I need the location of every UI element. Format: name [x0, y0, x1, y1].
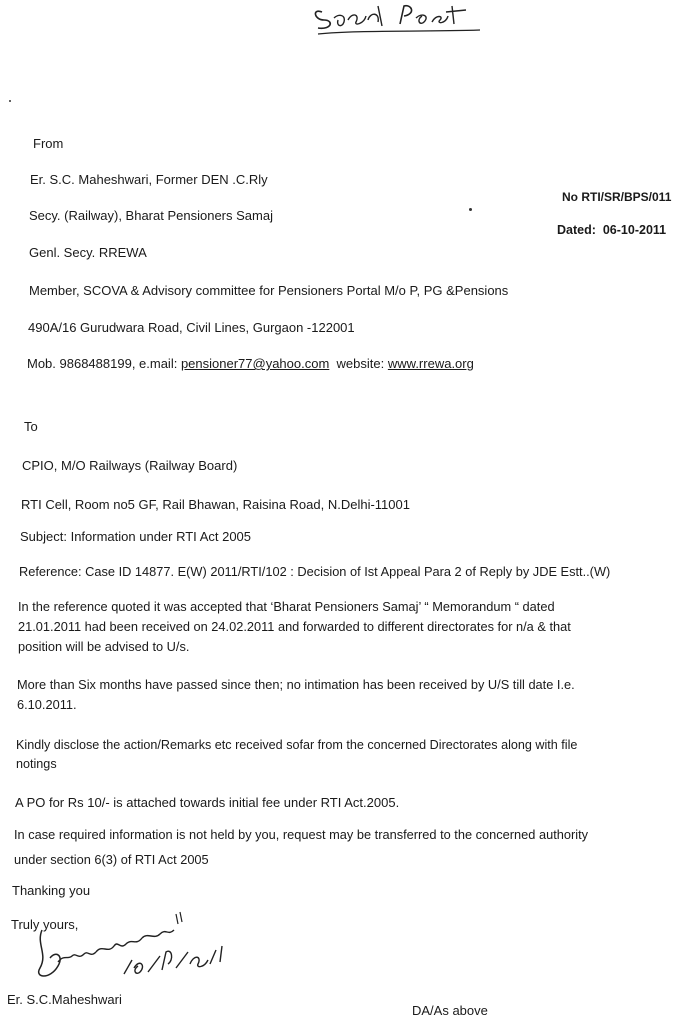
- dated-label: Dated:: [557, 223, 596, 237]
- subject-line: Subject: Information under RTI Act 2005: [20, 529, 252, 544]
- dated-line: [557, 222, 666, 238]
- from-line-5: 490A/16 Gurudwara Road, Civil Lines, Gurgaon -122001: [28, 320, 355, 335]
- truly-yours-line: Truly yours,: [11, 917, 79, 932]
- enclosure-note: DA/As above: [412, 1003, 488, 1018]
- from-line-4: Member, SCOVA & Advisory committee for Pensioners Portal M/o P, PG &Pensions: [29, 283, 509, 298]
- scan-speck: [469, 208, 472, 211]
- paragraph-2-line-1: More than Six months have passed since then; no intimation has been received by U/S till date I.e.: [17, 677, 575, 692]
- reference-number: No RTI/SR/BPS/011: [562, 190, 672, 204]
- scan-speck: [9, 100, 11, 102]
- thanking-line: Thanking you: [12, 883, 91, 898]
- paragraph-1-line-1: In the reference quoted it was accepted that ‘Bharat Pensioners Samaj’ “ Memorandum “ dated: [18, 599, 555, 614]
- handwritten-signature: [28, 910, 233, 992]
- to-line-2: RTI Cell, Room no5 GF, Rail Bhawan, Raisina Road, N.Delhi-11001: [21, 497, 410, 512]
- paragraph-2-line-2: 6.10.2011.: [17, 697, 77, 712]
- signatory-name: Er. S.C.Maheshwari: [7, 992, 122, 1007]
- paragraph-4: A PO for Rs 10/- is attached towards initial fee under RTI Act.2005.: [15, 795, 400, 810]
- email-link[interactable]: pensioner77@yahoo.com: [180, 356, 330, 371]
- website-label: website:: [336, 356, 385, 371]
- paragraph-3-line-2: notings: [16, 757, 57, 771]
- paragraph-5-line-2: under section 6(3) of RTI Act 2005: [14, 852, 209, 867]
- paragraph-1-line-2: 21.01.2011 had been received on 24.02.2011 and forwarded to different directorates for n/a & that: [18, 619, 571, 634]
- to-heading: To: [24, 419, 38, 434]
- contact-line: [27, 356, 474, 372]
- mobile-label: Mob. 9868488199, e.mail:: [27, 356, 178, 371]
- paragraph-5-line-1: In case required information is not held by you, request may be transferred to the concerned authority: [14, 827, 589, 842]
- dated-value: 06-10-2011: [602, 223, 667, 237]
- paragraph-1-line-3: position will be advised to U/s.: [18, 639, 190, 654]
- from-line-1: Er. S.C. Maheshwari, Former DEN .C.Rly: [30, 172, 268, 187]
- from-line-2: Secy. (Railway), Bharat Pensioners Samaj: [29, 208, 273, 223]
- website-link[interactable]: www.rrewa.org: [387, 356, 474, 371]
- from-line-3: Genl. Secy. RREWA: [29, 245, 147, 260]
- to-line-1: CPIO, M/O Railways (Railway Board): [22, 458, 238, 473]
- from-heading: From: [33, 136, 64, 151]
- handwritten-speed-post: [308, 0, 488, 44]
- paragraph-3-line-1: Kindly disclose the action/Remarks etc received sofar from the concerned Directorates along with file: [16, 738, 578, 752]
- reference-line: Reference: Case ID 14877. E(W) 2011/RTI/102 : Decision of Ist Appeal Para 2 of Reply by JDE Estt..(W): [19, 564, 611, 579]
